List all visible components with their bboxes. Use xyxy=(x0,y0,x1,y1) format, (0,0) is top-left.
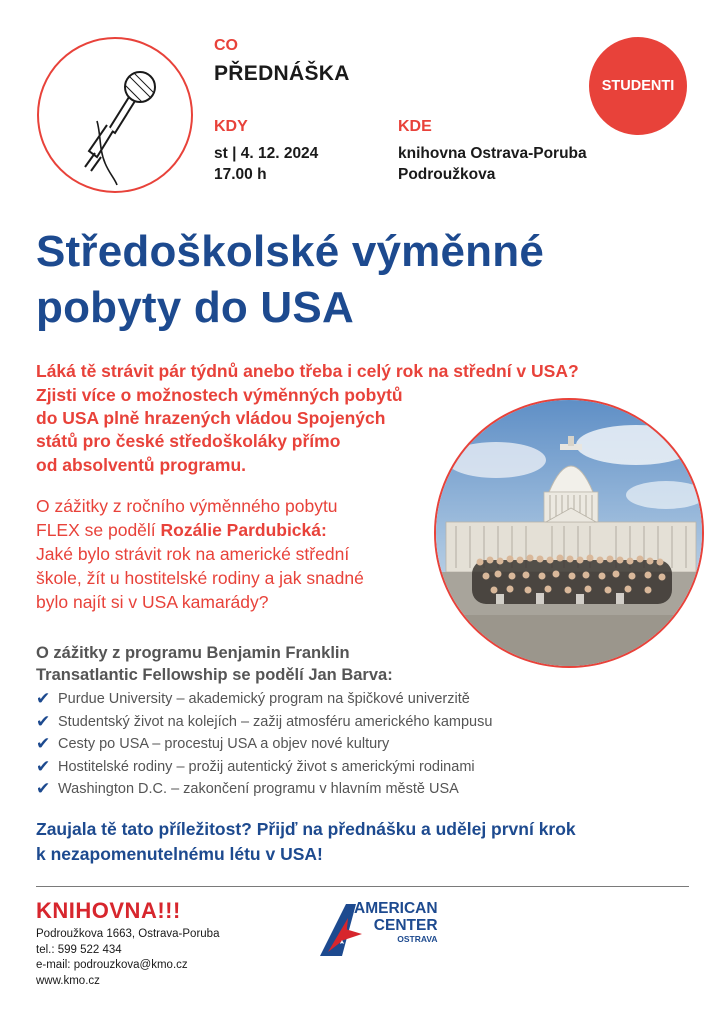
library-address: Podroužkova 1663, Ostrava-Poruba xyxy=(36,928,220,940)
list-item-text: Cesty po USA – procestuj USA a objev nové kultury xyxy=(58,736,390,753)
co-label: CO xyxy=(214,37,238,54)
details-line: od absolventů programu. xyxy=(36,454,247,475)
library-phone: tel.: 599 522 434 xyxy=(36,943,122,956)
flex-line: O zážitky z ročního výměnného pobytu xyxy=(36,496,338,516)
list-item-text: Studentský život na kolejích – zažij atmosféru amerického kampusu xyxy=(58,713,493,730)
capitol-group-photo xyxy=(434,398,704,668)
call-to-action xyxy=(36,817,696,867)
cta-line: Zaujala tě tato příležitost? Přijď na přednášku a udělej první krok xyxy=(36,819,576,839)
kde-label: KDE xyxy=(398,118,432,135)
cta-line: k nezapomenutelnému létu v USA! xyxy=(36,844,323,864)
library-email: e-mail: podrouzkova@kmo.cz xyxy=(36,959,188,971)
lead-question: Láká tě strávit pár týdnů anebo třeba i celý rok na střední v USA? xyxy=(36,361,579,381)
list-item xyxy=(36,711,492,734)
page-title xyxy=(36,224,716,336)
ac-line-3: OSTRAVA xyxy=(397,934,438,944)
flex-intro: FLEX se podělí xyxy=(36,520,161,540)
ben-line: Transatlantic Fellowship se podělí Jan Barva: xyxy=(36,666,393,684)
benjamin-franklin-intro xyxy=(36,642,596,686)
library-logo: KNIHOVNA!!! xyxy=(36,898,181,923)
checkmark-icon: ✔ xyxy=(36,689,51,709)
flex-question: Jaké bylo strávit rok na americké střední xyxy=(36,544,350,564)
list-item-text: Washington D.C. – zakončení programu v hlavním městě USA xyxy=(58,781,459,798)
library-website: www.kmo.cz xyxy=(36,974,100,987)
audience-badge: STUDENTI xyxy=(589,37,687,135)
event-street: Podroužkova xyxy=(398,166,496,183)
program-details xyxy=(36,384,466,477)
capitol-photo-illustration xyxy=(436,400,704,668)
microphone-illustration xyxy=(37,37,193,193)
flex-line xyxy=(36,518,466,542)
details-line: do USA plně hrazených vládou Spojených xyxy=(36,408,386,429)
checkmark-icon: ✔ xyxy=(36,734,51,754)
microphone-icon xyxy=(39,39,195,195)
event-date: st | 4. 12. 2024 xyxy=(214,145,319,162)
flex-speaker: Rozálie Pardubická: xyxy=(160,520,327,540)
event-time: 17.00 h xyxy=(214,166,267,183)
checkmark-icon: ✔ xyxy=(36,779,51,799)
kdy-label: KDY xyxy=(214,118,248,135)
event-place: knihovna Ostrava-Poruba xyxy=(398,145,587,162)
american-center-wordmark xyxy=(354,900,438,945)
details-line: států pro české středoškoláky přímo xyxy=(36,431,341,452)
library-contact xyxy=(36,927,219,989)
list-item xyxy=(36,778,492,801)
list-item-text: Hostitelské rodiny – prožij autentický život s americkými rodinami xyxy=(58,758,475,775)
ac-line-1: AMERICAN xyxy=(354,900,438,917)
list-item xyxy=(36,756,492,779)
details-line: Zjisti více o možnostech výměnných pobytů xyxy=(36,385,403,405)
event-type: PŘEDNÁŠKA xyxy=(214,62,350,85)
list-item xyxy=(36,688,492,711)
list-item xyxy=(36,733,492,756)
flex-question: bylo najít si v USA kamarády? xyxy=(36,592,269,612)
flex-question: škole, žít u hostitelské rodiny a jak snadné xyxy=(36,568,364,588)
list-item-text: Purdue University – akademický program na špičkové univerzitě xyxy=(58,691,470,708)
checkmark-icon: ✔ xyxy=(36,711,51,731)
program-highlights-list xyxy=(36,688,492,801)
title-line-2: pobyty do USA xyxy=(36,283,354,332)
checkmark-icon: ✔ xyxy=(36,756,51,776)
ben-line: O zážitky z programu Benjamin Franklin xyxy=(36,644,350,662)
ac-line-2: CENTER xyxy=(373,917,438,934)
footer-divider xyxy=(36,886,689,887)
flex-section xyxy=(36,494,466,614)
title-line-1: Středoškolské výměnné xyxy=(36,227,544,276)
